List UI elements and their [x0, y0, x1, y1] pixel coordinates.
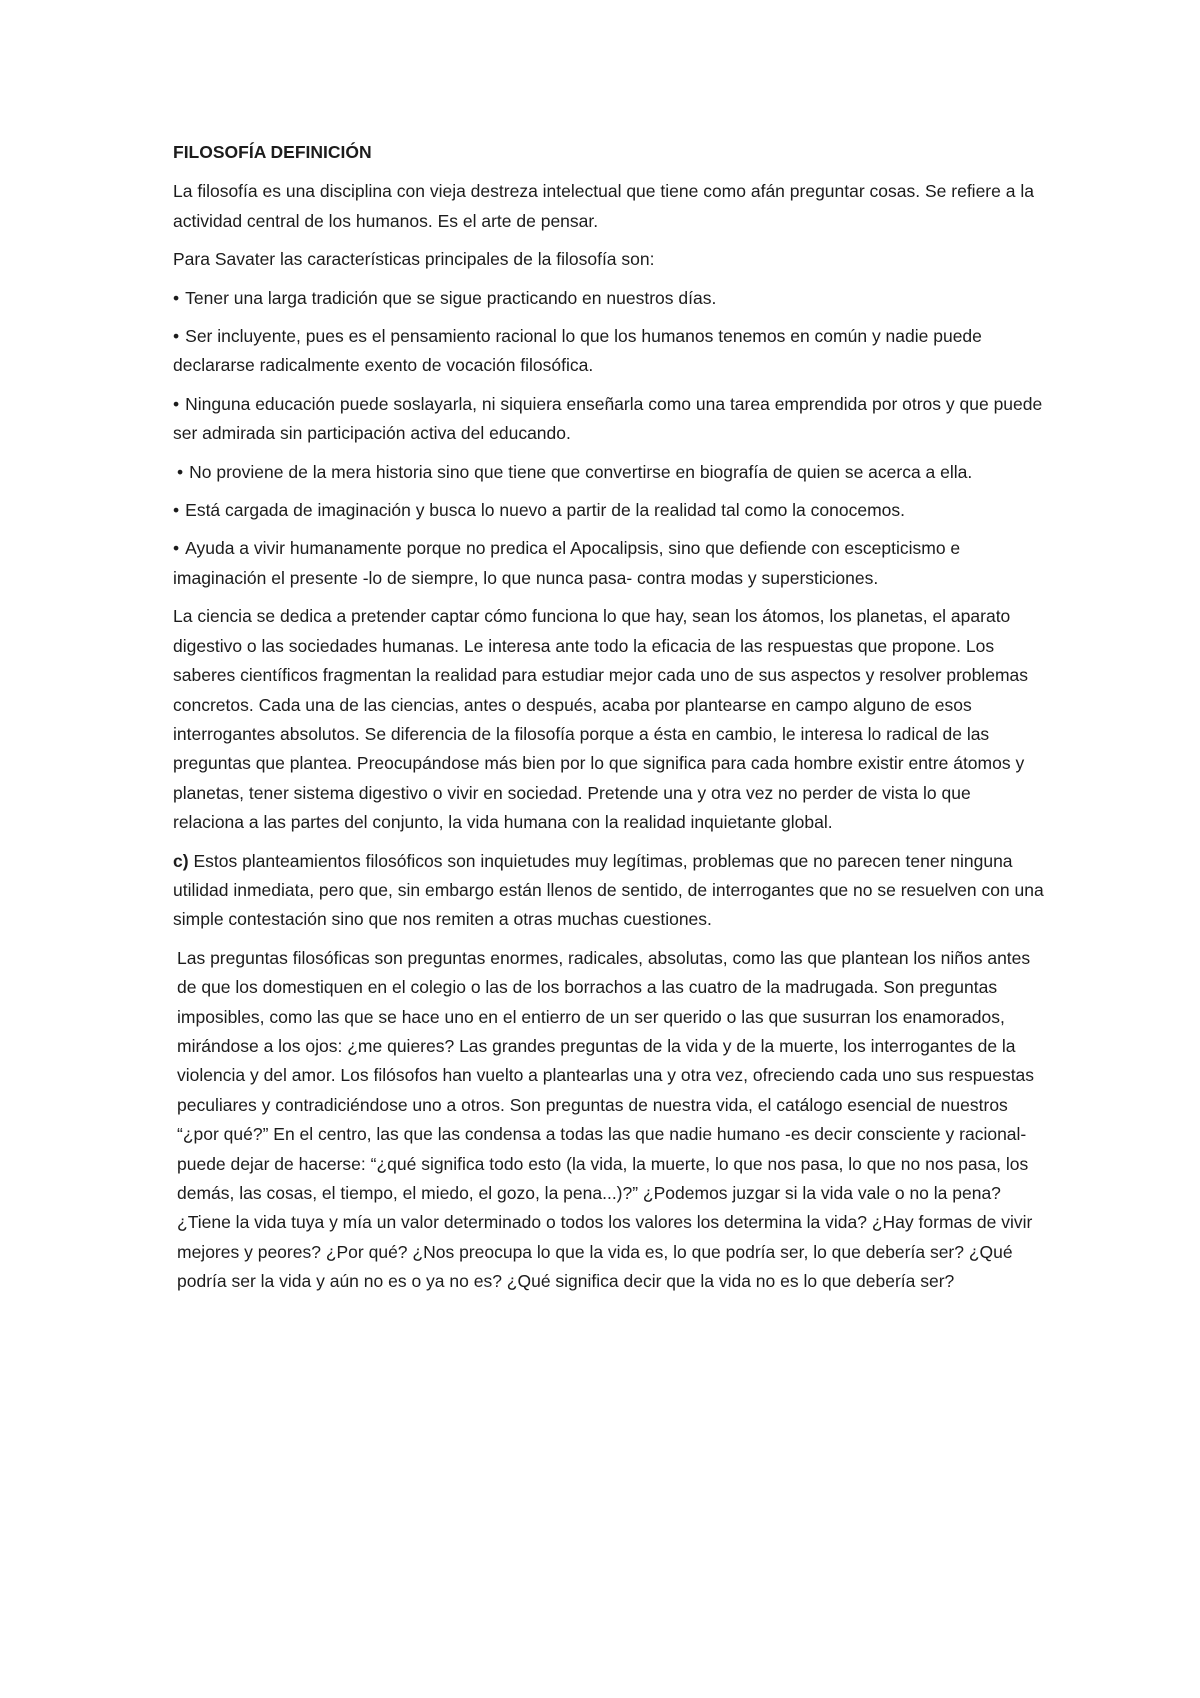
bullet-item: • Tener una larga tradición que se sigue practicando en nuestros días. [173, 284, 1045, 313]
planteamientos-paragraph [173, 847, 1045, 935]
bullet-item: • Ninguna educación puede soslayarla, ni siquiera enseñarla como una tarea emprendida por otros y que puede ser admirada sin participación activa del educando. [173, 390, 1045, 449]
planteamientos-text: Estos planteamientos filosóficos son inquietudes muy legítimas, problemas que no parecen tener ninguna utilidad inmediata, pero que, sin embargo están llenos de sentido, de interrogantes que no se resuelven con una simple contestación sino que nos remiten a otras muchas cuestiones. [173, 850, 1044, 930]
intro-paragraph: La filosofía es una disciplina con vieja destreza intelectual que tiene como afán preguntar cosas. Se refiere a la actividad central de los humanos. Es el arte de pensar. [173, 181, 1034, 231]
ciencia-paragraph: La ciencia se dedica a pretender captar cómo funciona lo que hay, sean los átomos, los planetas, el aparato digestivo o las sociedades humanas. Le interesa ante todo la eficacia de las respuestas que propone. Los saberes científicos fragmentan la realidad para estudiar mejor cada uno de sus aspectos y resolver problemas concretos. Cada una de las ciencias, antes o después, acaba por plantearse en campo alguno de esos interrogantes absolutos. Se diferencia de la filosofía porque a ésta en cambio, le interesa lo radical de las preguntas que plantea. Preocupándose más bien por lo que significa para cada hombre existir entre átomos y planetas, tener sistema digestivo o vivir en sociedad. Pretende una y otra vez no perder de vista lo que relaciona a las partes del conjunto, la vida humana con la realidad inquietante global. [173, 606, 1029, 833]
bullet-item: • Ser incluyente, pues es el pensamiento racional lo que los humanos tenemos en común y nadie puede declararse radicalmente exento de vocación filosófica. [173, 322, 1045, 381]
document-page [173, 138, 1045, 1306]
savater-intro-paragraph: Para Savater las características principales de la filosofía son: [173, 249, 655, 270]
document-title: FILOSOFÍA DEFINICIÓN [173, 142, 372, 162]
preguntas-paragraph: Las preguntas filosóficas son preguntas enormes, radicales, absolutas, como las que plantean los niños antes de que los domestiquen en el colegio o las de los borrachos a las cuatro de la madrugada. Son preguntas imposibles, como las que se hace uno en el entierro de un ser querido o las que susurran los enamorados, mirándose a los ojos: ¿me quieres? Las grandes preguntas de la vida y de la muerte, los interrogantes de la violencia y del amor. Los filósofos han vuelto a plantearlas una y otra vez, ofreciendo cada uno sus respuestas peculiares y contradiciéndose uno a otros. Son preguntas de nuestra vida, el catálogo esencial de nuestros “¿por qué?” En el centro, las que las condensa a todas las que nadie humano -es decir consciente y racional- puede dejar de hacerse: “¿qué significa todo esto (la vida, la muerte, lo que nos pasa, lo que no nos pasa, los demás, las cosas, el tiempo, el miedo, el gozo, la pena...)?” ¿Podemos juzgar si la vida vale o no la pena? ¿Tiene la vida tuya y mía un valor determinado o todos los valores los determina la vida? ¿Hay formas de vivir mejores y peores? ¿Por qué? ¿Nos preocupa lo que la vida es, lo que podría ser, lo que debería ser? ¿Qué podría ser la vida y aún no es o ya no es? ¿Qué significa decir que la vida no es lo que debería ser? [177, 947, 1035, 1292]
bullet-item: • No proviene de la mera historia sino que tiene que convertirse en biografía de quien se acerca a ella. [173, 458, 1045, 487]
bullet-item: • Ayuda a vivir humanamente porque no predica el Apocalipsis, sino que defiende con escepticismo e imaginación el presente -lo de siempre, lo que nunca pasa- contra modas y supersticiones. [173, 534, 1045, 593]
bullet-item: • Está cargada de imaginación y busca lo nuevo a partir de la realidad tal como la conocemos. [173, 496, 1045, 525]
planteamientos-label: c) [173, 850, 189, 871]
